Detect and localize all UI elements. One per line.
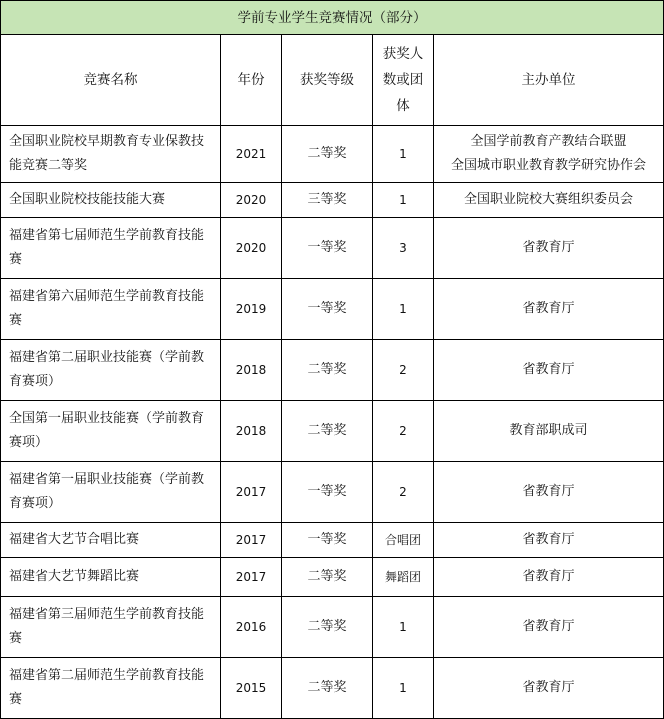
cell-year: 2017 <box>221 558 282 597</box>
header-count <box>373 35 434 126</box>
cell-name: 全国职业院校技能技能大赛 <box>1 183 221 218</box>
header-year: 年份 <box>221 35 282 126</box>
cell-name: 全国职业院校早期教育专业保教技能竞赛二等奖 <box>1 126 221 183</box>
cell-organizer: 教育部职成司 <box>434 401 664 462</box>
cell-name: 福建省大艺节合唱比赛 <box>1 523 221 558</box>
table-row <box>1 658 664 719</box>
cell-year: 2018 <box>221 340 282 401</box>
cell-level: 一等奖 <box>282 218 373 279</box>
cell-count: 3 <box>373 218 434 279</box>
cell-level: 二等奖 <box>282 558 373 597</box>
table-row <box>1 597 664 658</box>
table-row <box>1 558 664 597</box>
cell-count: 1 <box>373 279 434 340</box>
cell-name: 全国第一届职业技能赛（学前教育赛项） <box>1 401 221 462</box>
cell-organizer: 省教育厅 <box>434 279 664 340</box>
title-row <box>1 1 664 35</box>
cell-year: 2015 <box>221 658 282 719</box>
header-level: 获奖等级 <box>282 35 373 126</box>
cell-organizer: 省教育厅 <box>434 523 664 558</box>
table-row <box>1 218 664 279</box>
cell-count: 2 <box>373 340 434 401</box>
cell-level: 二等奖 <box>282 340 373 401</box>
cell-year: 2016 <box>221 597 282 658</box>
header-name: 竞赛名称 <box>1 35 221 126</box>
cell-name: 福建省大艺节舞蹈比赛 <box>1 558 221 597</box>
cell-year: 2020 <box>221 183 282 218</box>
cell-year: 2020 <box>221 218 282 279</box>
cell-count: 1 <box>373 126 434 183</box>
cell-level: 二等奖 <box>282 658 373 719</box>
cell-organizer: 省教育厅 <box>434 658 664 719</box>
table-row <box>1 340 664 401</box>
cell-count: 2 <box>373 401 434 462</box>
cell-level: 一等奖 <box>282 523 373 558</box>
cell-level: 三等奖 <box>282 183 373 218</box>
cell-count: 1 <box>373 658 434 719</box>
cell-organizer: 省教育厅 <box>434 462 664 523</box>
cell-name: 福建省第二届职业技能赛（学前教育赛项） <box>1 340 221 401</box>
cell-name: 福建省第六届师范生学前教育技能赛 <box>1 279 221 340</box>
table-row <box>1 279 664 340</box>
header-count-text: 获奖人数或团体 <box>382 46 424 114</box>
cell-count: 1 <box>373 597 434 658</box>
cell-level: 二等奖 <box>282 597 373 658</box>
cell-year: 2018 <box>221 401 282 462</box>
cell-name: 福建省第七届师范生学前教育技能赛 <box>1 218 221 279</box>
cell-count: 合唱团 <box>373 523 434 558</box>
header-organizer: 主办单位 <box>434 35 664 126</box>
table-row <box>1 183 664 218</box>
cell-name: 福建省第二届师范生学前教育技能赛 <box>1 658 221 719</box>
cell-level: 二等奖 <box>282 126 373 183</box>
cell-level: 一等奖 <box>282 462 373 523</box>
table-title: 学前专业学生竞赛情况（部分） <box>1 1 664 35</box>
cell-organizer: 省教育厅 <box>434 558 664 597</box>
cell-count: 2 <box>373 462 434 523</box>
cell-organizer: 省教育厅 <box>434 597 664 658</box>
cell-year: 2017 <box>221 523 282 558</box>
header-row <box>1 35 664 126</box>
cell-level: 二等奖 <box>282 401 373 462</box>
cell-year: 2021 <box>221 126 282 183</box>
cell-year: 2017 <box>221 462 282 523</box>
cell-name: 福建省第三届师范生学前教育技能赛 <box>1 597 221 658</box>
cell-organizer: 全国职业院校大赛组织委员会 <box>434 183 664 218</box>
table-row <box>1 401 664 462</box>
cell-name: 福建省第一届职业技能赛（学前教育赛项） <box>1 462 221 523</box>
cell-organizer: 省教育厅 <box>434 218 664 279</box>
cell-year: 2019 <box>221 279 282 340</box>
table-row <box>1 462 664 523</box>
cell-count: 1 <box>373 183 434 218</box>
table-row <box>1 523 664 558</box>
cell-count: 舞蹈团 <box>373 558 434 597</box>
cell-organizer: 全国学前教育产教结合联盟 全国城市职业教育教学研究协作会 <box>434 126 664 183</box>
cell-organizer: 省教育厅 <box>434 340 664 401</box>
table-row <box>1 126 664 183</box>
cell-level: 一等奖 <box>282 279 373 340</box>
